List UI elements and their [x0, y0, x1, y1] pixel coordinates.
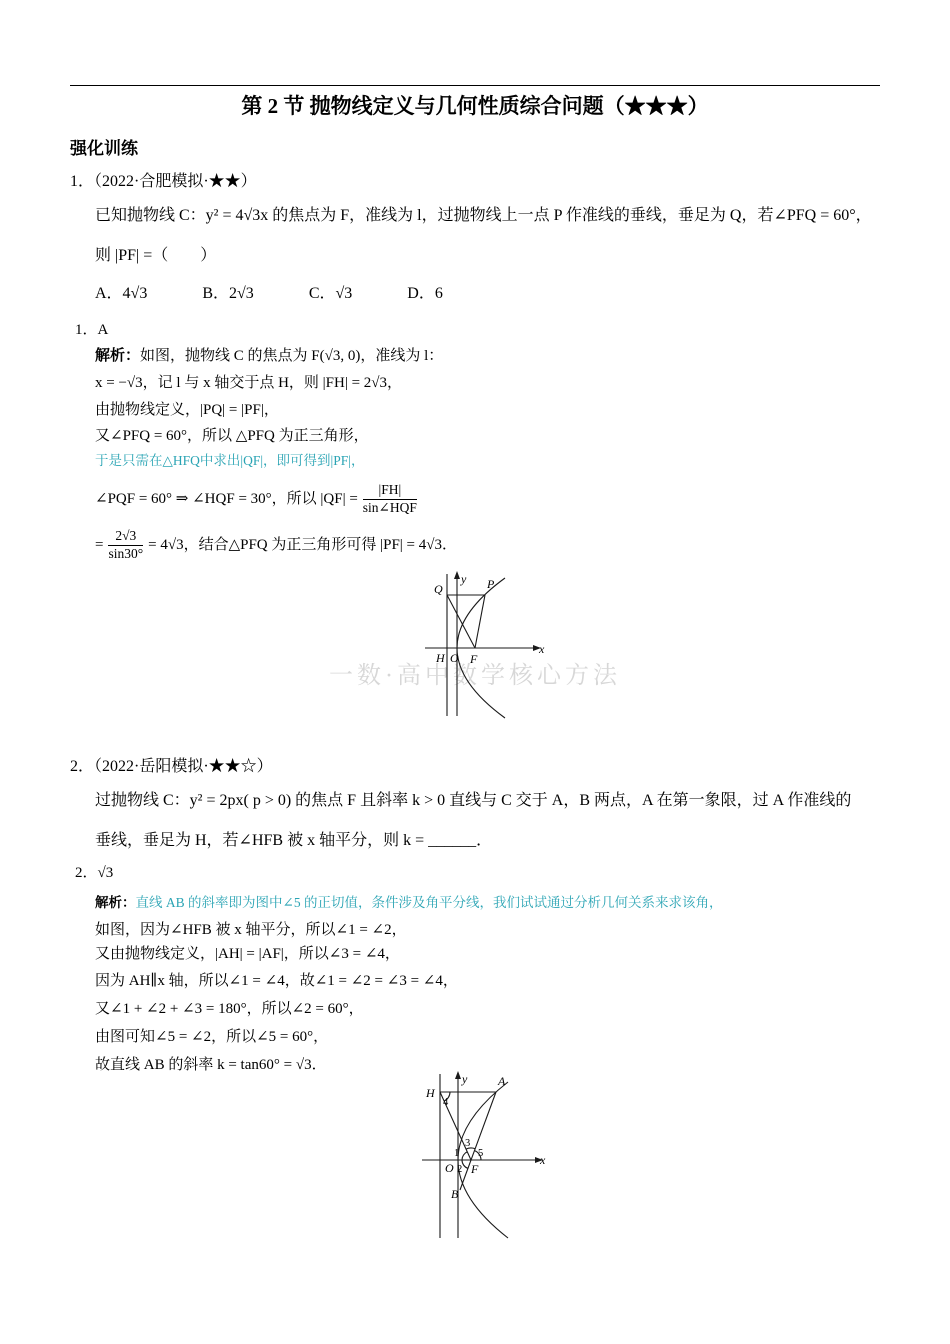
- segment-QF: [447, 595, 475, 648]
- solution1-line1-text: 如图，抛物线 C 的焦点为 F(√3, 0)，准线为 l：: [140, 348, 444, 364]
- label-A: A: [498, 1074, 506, 1088]
- label-y: y: [461, 572, 467, 586]
- label-x: x: [540, 1153, 546, 1167]
- label-angle4: 4: [443, 1097, 449, 1108]
- solution2-note: [95, 894, 722, 913]
- watermark-text: 一数·高中数学核心方法: [329, 663, 621, 689]
- label-F: F: [470, 652, 478, 666]
- label-O: O: [450, 651, 459, 665]
- label-x: x: [539, 642, 545, 656]
- solution1-line2: x = −√3，记 l 与 x 轴交于点 H，则 |FH| = 2√3，: [95, 375, 403, 391]
- solution1-line7: [95, 524, 457, 566]
- figure1-parabola-diagram: [420, 570, 550, 722]
- label-angle1: 1: [454, 1148, 460, 1159]
- label-O: O: [445, 1161, 454, 1175]
- solution1-line1: [95, 347, 443, 366]
- solution2-line3: 因为 AH∥x 轴，所以∠1 = ∠4，故∠1 = ∠2 = ∠3 = ∠4，: [95, 973, 458, 989]
- angle2-arc: [462, 1160, 468, 1168]
- jiexi-label: 解析：: [95, 895, 136, 910]
- header-rule: [70, 85, 880, 86]
- option-a: A．4√3: [95, 285, 148, 302]
- problem1-options: [95, 284, 498, 304]
- problem2-statement-line2: 垂线，垂足为 H，若∠HFB 被 x 轴平分，则 k = ______．: [95, 832, 493, 849]
- problem1-statement-line2: 则 |PF| =（ ）: [95, 247, 217, 264]
- label-P: P: [487, 577, 495, 591]
- problem1-header: 1．（2022·合肥模拟·★★）: [70, 173, 257, 190]
- label-angle5: 5: [478, 1148, 484, 1159]
- label-H: H: [436, 651, 445, 665]
- option-b: B．2√3: [202, 285, 254, 302]
- fraction-denominator: sin∠HQF: [362, 499, 417, 515]
- label-angle3: 3: [465, 1138, 471, 1149]
- jiexi-label: 解析：: [95, 348, 141, 364]
- solution1-line7-text: = 4√3，结合△PFQ 为正三角形可得 |PF| = 4√3．: [148, 536, 458, 553]
- fraction-numerator: 2√3: [115, 528, 137, 544]
- problem1-statement-line1: 已知抛物线 C：y² = 4√3x 的焦点为 F，准线为 l，过抛物线上一点 P 作准线的垂线，垂足为 Q，若∠PFQ = 60°，: [95, 207, 872, 224]
- solution2-line2: 又由抛物线定义，|AH| = |AF|，所以∠3 = ∠4，: [95, 946, 400, 962]
- fraction-2sqrt3-over-sin30: [108, 528, 143, 561]
- y-axis-arrow: [455, 1071, 461, 1079]
- section-heading: 强化训练: [70, 139, 138, 158]
- y-axis-arrow: [454, 571, 460, 579]
- fraction-numerator: |FH|: [378, 482, 402, 498]
- solution2-line6: 故直线 AB 的斜率 k = tan60° = √3．: [95, 1057, 327, 1073]
- figure2-parabola-diagram: [418, 1070, 553, 1242]
- label-angle2: 2: [457, 1164, 463, 1175]
- solution2-line5: 由图可知∠5 = ∠2，所以∠5 = 60°，: [95, 1029, 329, 1045]
- solution1-line3: 由抛物线定义，|PQ| = |PF|，: [95, 402, 279, 418]
- option-c: C．√3: [308, 285, 353, 302]
- solution1-line6: [95, 478, 422, 520]
- solution2-note-teal: 直线 AB 的斜率即为图中∠5 的正切值，条件涉及角平分线，我们试试通过分析几何关系来求该角，: [135, 895, 723, 910]
- answer2-label: 2．√3: [75, 865, 114, 881]
- label-y: y: [462, 1072, 468, 1086]
- fraction-fh-over-sin: [363, 482, 417, 515]
- label-F: F: [471, 1162, 479, 1176]
- problem2-statement-line1: 过抛物线 C：y² = 2px( p > 0) 的焦点 F 且斜率 k > 0 直线与 C 交于 A，B 两点，A 在第一象限，过 A 作准线的: [95, 792, 852, 809]
- fraction-denominator: sin30°: [108, 545, 144, 561]
- problem2-header: 2．（2022·岳阳模拟·★★☆）: [70, 758, 273, 775]
- page-title: 第 2 节 抛物线定义与几何性质综合问题（★★★）: [241, 94, 709, 118]
- label-H: H: [426, 1086, 435, 1100]
- solution1-line6-text: ∠PQF = 60° ⇒ ∠HQF = 30°，所以 |QF| =: [95, 490, 358, 507]
- solution2-line4: 又∠1 + ∠2 + ∠3 = 180°，所以∠2 = 60°，: [95, 1001, 364, 1017]
- label-B: B: [451, 1187, 459, 1201]
- angle1-arc: [462, 1152, 467, 1160]
- label-Q: Q: [434, 582, 443, 596]
- solution1-line4: 又∠PFQ = 60°，所以 △PFQ 为正三角形，: [95, 428, 369, 444]
- solution1-line7-eq: =: [95, 536, 104, 553]
- solution1-note-teal: 于是只需在△HFQ中求出|QF|，即可得到|PF|，: [95, 453, 365, 468]
- answer1-label: 1．A: [75, 322, 109, 338]
- solution2-line1: 如图，因为∠HFB 被 x 轴平分，所以∠1 = ∠2，: [95, 922, 407, 938]
- option-d: D．6: [407, 285, 443, 302]
